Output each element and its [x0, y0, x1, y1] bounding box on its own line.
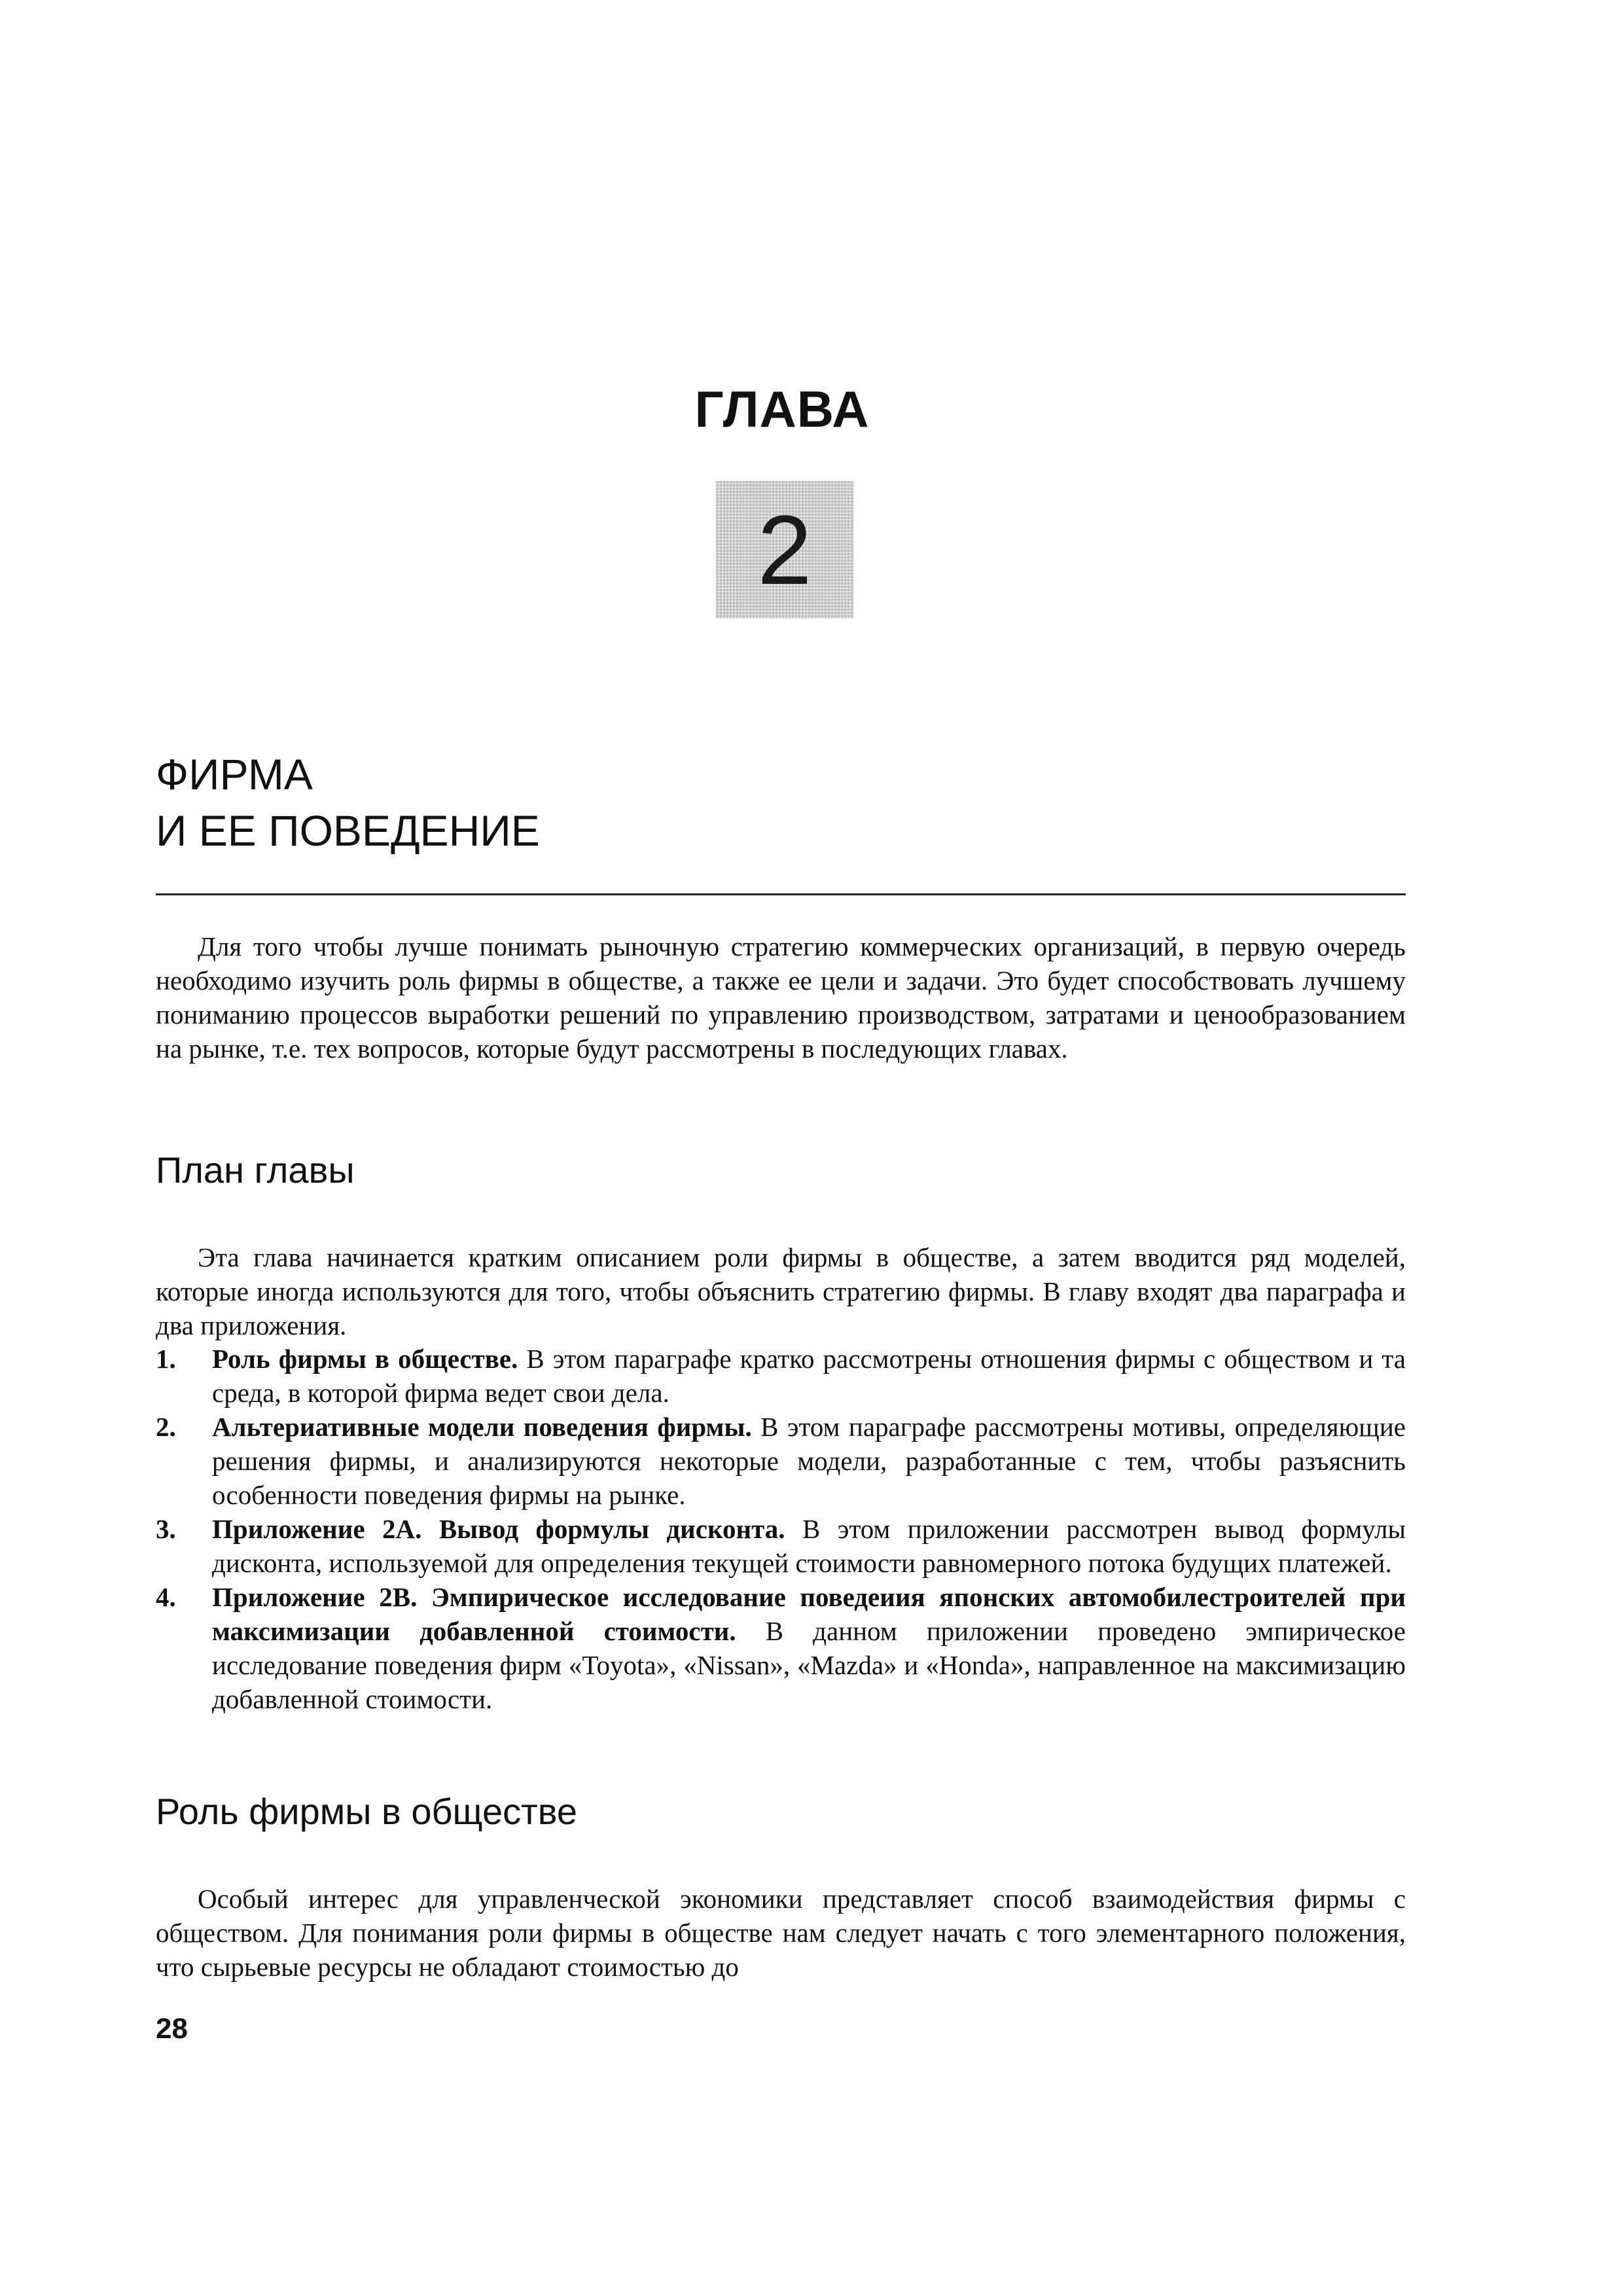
plan-list-item	[156, 1410, 1406, 1512]
plan-list-item	[156, 1342, 1406, 1410]
intro-paragraph: Для того чтобы лучше понимать рыночную стратегию коммерческих организаций, в первую очередь необходимо изучить роль фирмы в обществе, а также ее цели и задачи. Это будет способствовать лучшему пониманию процессов выработки решений по управлению производством, затратами и ценообразованием на рынке, т.е. тех вопросов, которые будут рассмотрены в последующих главах.	[156, 931, 1406, 1064]
plan-item-number: 3.	[156, 1514, 176, 1544]
plan-item-lead: Приложение 2В. Эмпирическое исследование поведеиия японских автомобилестроителей при максимизации добавленной стоимости.	[212, 1582, 1406, 1646]
plan-item-lead: Альтериативные модели поведения фирмы.	[212, 1412, 752, 1442]
plan-item-number: 1.	[156, 1344, 176, 1374]
plan-paragraph: Эта глава начинается кратким описанием роли фирмы в обществе, а затем вводится ряд моделей, которые иногда используются для того, чтобы объяснить стратегию фирмы. В главу входят два параграфа и два приложения.	[156, 1242, 1406, 1340]
page-number: 28	[156, 2013, 188, 2045]
plan-list-item	[156, 1580, 1406, 1716]
role-heading: Роль фирмы в обществе	[156, 1791, 578, 1832]
plan-item-lead: Приложение 2А. Вывод формулы дисконта.	[212, 1514, 785, 1544]
plan-list-item	[156, 1512, 1406, 1580]
role-paragraph: Особый интерес для управленческой экономики представляет способ взаимодействия фирмы с обществом. Для понимания роли фирмы в обществе нам следует начать с того элементарного положения, что сырьевые ресурсы не обладают стоимостью до	[156, 1884, 1406, 1982]
plan-list	[156, 1342, 1406, 1716]
plan-item-number: 4.	[156, 1582, 176, 1612]
plan-item-text: В данном приложении проведено эмпирическое исследование поведения фирм «Toyota», «Nissan», «Mazda» и «Honda», направленное на максимизацию добавленной стоимости.	[212, 1616, 1406, 1714]
title-divider	[156, 893, 1406, 895]
plan-item-text: В этом параграфе рассмотрены мотивы, определяющие решения фирмы, и анализируются некоторые модели, разработанные с тем, чтобы разъяснить особенности поведения фирмы на рынке.	[212, 1412, 1406, 1510]
chapter-title	[156, 746, 540, 859]
chapter-number-box	[715, 481, 854, 619]
plan-item-text: В этом параграфе кратко рассмотрены отношения фирмы с обществом и та среда, в которой фирма ведет свои дела.	[212, 1344, 1406, 1408]
plan-item-text: В этом приложении рассмотрен вывод формулы дисконта, используемой для определения текущей стоимости равномерного потока будущих платежей.	[212, 1514, 1406, 1578]
plan-item-number: 2.	[156, 1412, 176, 1442]
chapter-title-line-1: ФИРМА	[156, 750, 313, 798]
chapter-number: 2	[757, 495, 812, 605]
chapter-label: ГЛАВА	[694, 380, 870, 438]
chapter-title-line-2: И ЕЕ ПОВЕДЕНИЕ	[156, 806, 540, 855]
plan-item-lead: Роль фирмы в обществе.	[212, 1344, 518, 1374]
plan-heading: План главы	[156, 1149, 355, 1191]
